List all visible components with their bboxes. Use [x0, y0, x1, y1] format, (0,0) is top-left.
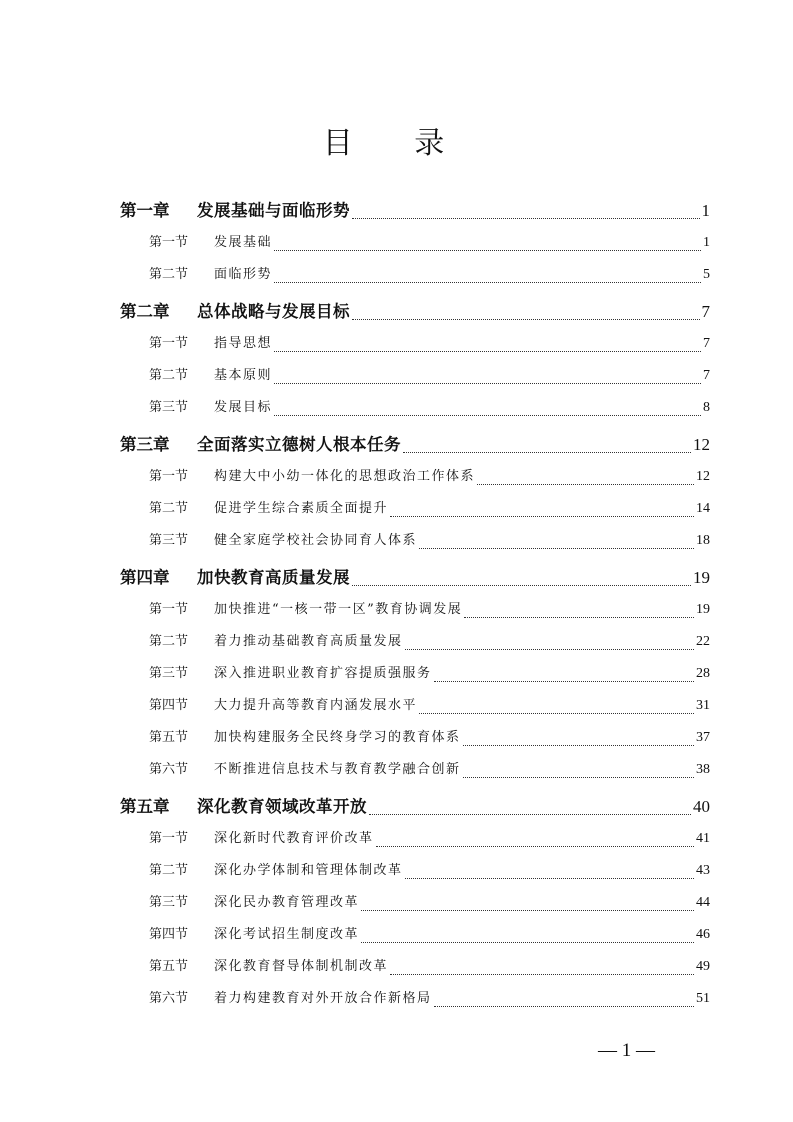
dot-leader — [376, 846, 694, 847]
section-number: 第二节 — [149, 634, 189, 649]
page-number-footer: — 1 — — [598, 1040, 655, 1061]
section-title: 深化考试招生制度改革 — [214, 927, 360, 942]
toc-section-entry[interactable] — [120, 493, 710, 525]
toc-section-entry[interactable] — [120, 525, 710, 557]
page-reference: 40 — [693, 797, 710, 816]
toc-section-entry[interactable] — [120, 626, 710, 658]
toc-section-entry[interactable] — [120, 919, 710, 951]
section-title: 发展基础 — [214, 235, 273, 250]
page-reference: 14 — [696, 501, 710, 516]
page-reference: 43 — [696, 863, 710, 878]
section-number: 第三节 — [149, 400, 189, 415]
toc-chapter-entry[interactable] — [120, 790, 710, 823]
dot-leader — [390, 974, 694, 975]
dot-leader — [419, 548, 694, 549]
section-number: 第一节 — [149, 831, 189, 846]
toc-section-entry[interactable] — [120, 594, 710, 626]
toc-section-entry[interactable] — [120, 754, 710, 786]
page-reference: 18 — [696, 533, 710, 548]
section-title: 促进学生综合素质全面提升 — [214, 501, 389, 516]
chapter-number: 第一章 — [120, 201, 170, 220]
toc-section-entry[interactable] — [120, 887, 710, 919]
section-title: 发展目标 — [214, 400, 273, 415]
page-reference: 1 — [703, 235, 710, 250]
page-reference: 41 — [696, 831, 710, 846]
dot-leader — [419, 713, 694, 714]
page-reference: 46 — [696, 927, 710, 942]
page-reference: 19 — [696, 602, 710, 617]
chapter-title: 深化教育领域改革开放 — [197, 797, 367, 816]
chapter-number: 第三章 — [120, 435, 170, 454]
toc-section-entry[interactable] — [120, 227, 710, 259]
toc-section-entry[interactable] — [120, 360, 710, 392]
section-title: 构建大中小幼一体化的思想政治工作体系 — [214, 469, 476, 484]
chapter-number: 第四章 — [120, 568, 170, 587]
toc-section-entry[interactable] — [120, 983, 710, 1015]
toc-section-entry[interactable] — [120, 722, 710, 754]
chapter-number: 第五章 — [120, 797, 170, 816]
section-title: 深入推进职业教育扩容提质强服务 — [214, 666, 432, 681]
section-number: 第三节 — [149, 895, 189, 910]
dot-leader — [403, 452, 691, 453]
page-reference: 1 — [701, 201, 710, 220]
page-reference: 28 — [696, 666, 710, 681]
section-title: 面临形势 — [214, 267, 273, 282]
dot-leader — [390, 516, 694, 517]
section-title: 健全家庭学校社会协同育人体系 — [214, 533, 418, 548]
toc-chapter-entry[interactable] — [120, 295, 710, 328]
page-reference: 5 — [703, 267, 710, 282]
section-number: 第六节 — [149, 762, 189, 777]
dot-leader — [274, 415, 701, 416]
toc-section-entry[interactable] — [120, 259, 710, 291]
section-number: 第一节 — [149, 336, 189, 351]
dot-leader — [352, 585, 691, 586]
section-title: 大力提升高等教育内涵发展水平 — [214, 698, 418, 713]
chapter-number: 第二章 — [120, 302, 170, 321]
dot-leader — [274, 351, 701, 352]
dot-leader — [369, 814, 691, 815]
dot-leader — [274, 383, 701, 384]
page-reference: 12 — [693, 435, 710, 454]
chapter-title: 全面落实立德树人根本任务 — [197, 435, 401, 454]
section-title: 深化教育督导体制机制改革 — [214, 959, 389, 974]
dot-leader — [361, 942, 694, 943]
page-reference: 38 — [696, 762, 710, 777]
dot-leader — [463, 777, 694, 778]
section-number: 第二节 — [149, 368, 189, 383]
page-reference: 12 — [696, 469, 710, 484]
dot-leader — [352, 319, 700, 320]
section-number: 第一节 — [149, 235, 189, 250]
dot-leader — [361, 910, 694, 911]
section-number: 第三节 — [149, 533, 189, 548]
page-reference: 22 — [696, 634, 710, 649]
section-number: 第二节 — [149, 267, 189, 282]
dot-leader — [405, 649, 694, 650]
page-title: 目 录 — [322, 126, 471, 161]
dot-leader — [405, 878, 694, 879]
section-title: 不断推进信息技术与教育教学融合创新 — [214, 762, 461, 777]
section-title: 加快推进“一核一带一区”教育协调发展 — [214, 602, 463, 617]
toc-section-entry[interactable] — [120, 823, 710, 855]
section-title: 深化新时代教育评价改革 — [214, 831, 374, 846]
section-number: 第二节 — [149, 501, 189, 516]
toc-section-entry[interactable] — [120, 658, 710, 690]
section-number: 第六节 — [149, 991, 189, 1006]
dot-leader — [477, 484, 694, 485]
dot-leader — [434, 681, 694, 682]
section-number: 第五节 — [149, 959, 189, 974]
dot-leader — [434, 1006, 694, 1007]
section-number: 第三节 — [149, 666, 189, 681]
section-title: 加快构建服务全民终身学习的教育体系 — [214, 730, 461, 745]
dot-leader — [464, 617, 694, 618]
section-title: 着力构建教育对外开放合作新格局 — [214, 991, 432, 1006]
dot-leader — [352, 218, 700, 219]
dot-leader — [274, 250, 701, 251]
toc-section-entry[interactable] — [120, 855, 710, 887]
toc-section-entry[interactable] — [120, 392, 710, 424]
toc-chapter-entry[interactable] — [120, 561, 710, 594]
section-title: 基本原则 — [214, 368, 273, 383]
toc-chapter-entry[interactable] — [120, 428, 710, 461]
page-reference: 8 — [703, 400, 710, 415]
section-number: 第四节 — [149, 927, 189, 942]
page-reference: 44 — [696, 895, 710, 910]
toc-section-entry[interactable] — [120, 690, 710, 722]
page-reference: 51 — [696, 991, 710, 1006]
section-title: 着力推动基础教育高质量发展 — [214, 634, 403, 649]
chapter-title: 总体战略与发展目标 — [197, 302, 350, 321]
toc-chapter-entry[interactable] — [120, 194, 710, 227]
chapter-title: 加快教育高质量发展 — [197, 568, 350, 587]
page-reference: 7 — [703, 336, 710, 351]
section-number: 第四节 — [149, 698, 189, 713]
toc-section-entry[interactable] — [120, 951, 710, 983]
dot-leader — [274, 282, 701, 283]
page-reference: 49 — [696, 959, 710, 974]
page-reference: 31 — [696, 698, 710, 713]
section-number: 第五节 — [149, 730, 189, 745]
dot-leader — [463, 745, 694, 746]
section-number: 第一节 — [149, 602, 189, 617]
section-title: 指导思想 — [214, 336, 273, 351]
toc-section-entry[interactable] — [120, 461, 710, 493]
toc-section-entry[interactable] — [120, 328, 710, 360]
table-of-contents — [120, 190, 710, 1015]
section-number: 第二节 — [149, 863, 189, 878]
section-title: 深化民办教育管理改革 — [214, 895, 360, 910]
page-reference: 7 — [701, 302, 710, 321]
page-reference: 19 — [693, 568, 710, 587]
chapter-title: 发展基础与面临形势 — [197, 201, 350, 220]
page-reference: 37 — [696, 730, 710, 745]
section-number: 第一节 — [149, 469, 189, 484]
section-title: 深化办学体制和管理体制改革 — [214, 863, 403, 878]
page-reference: 7 — [703, 368, 710, 383]
